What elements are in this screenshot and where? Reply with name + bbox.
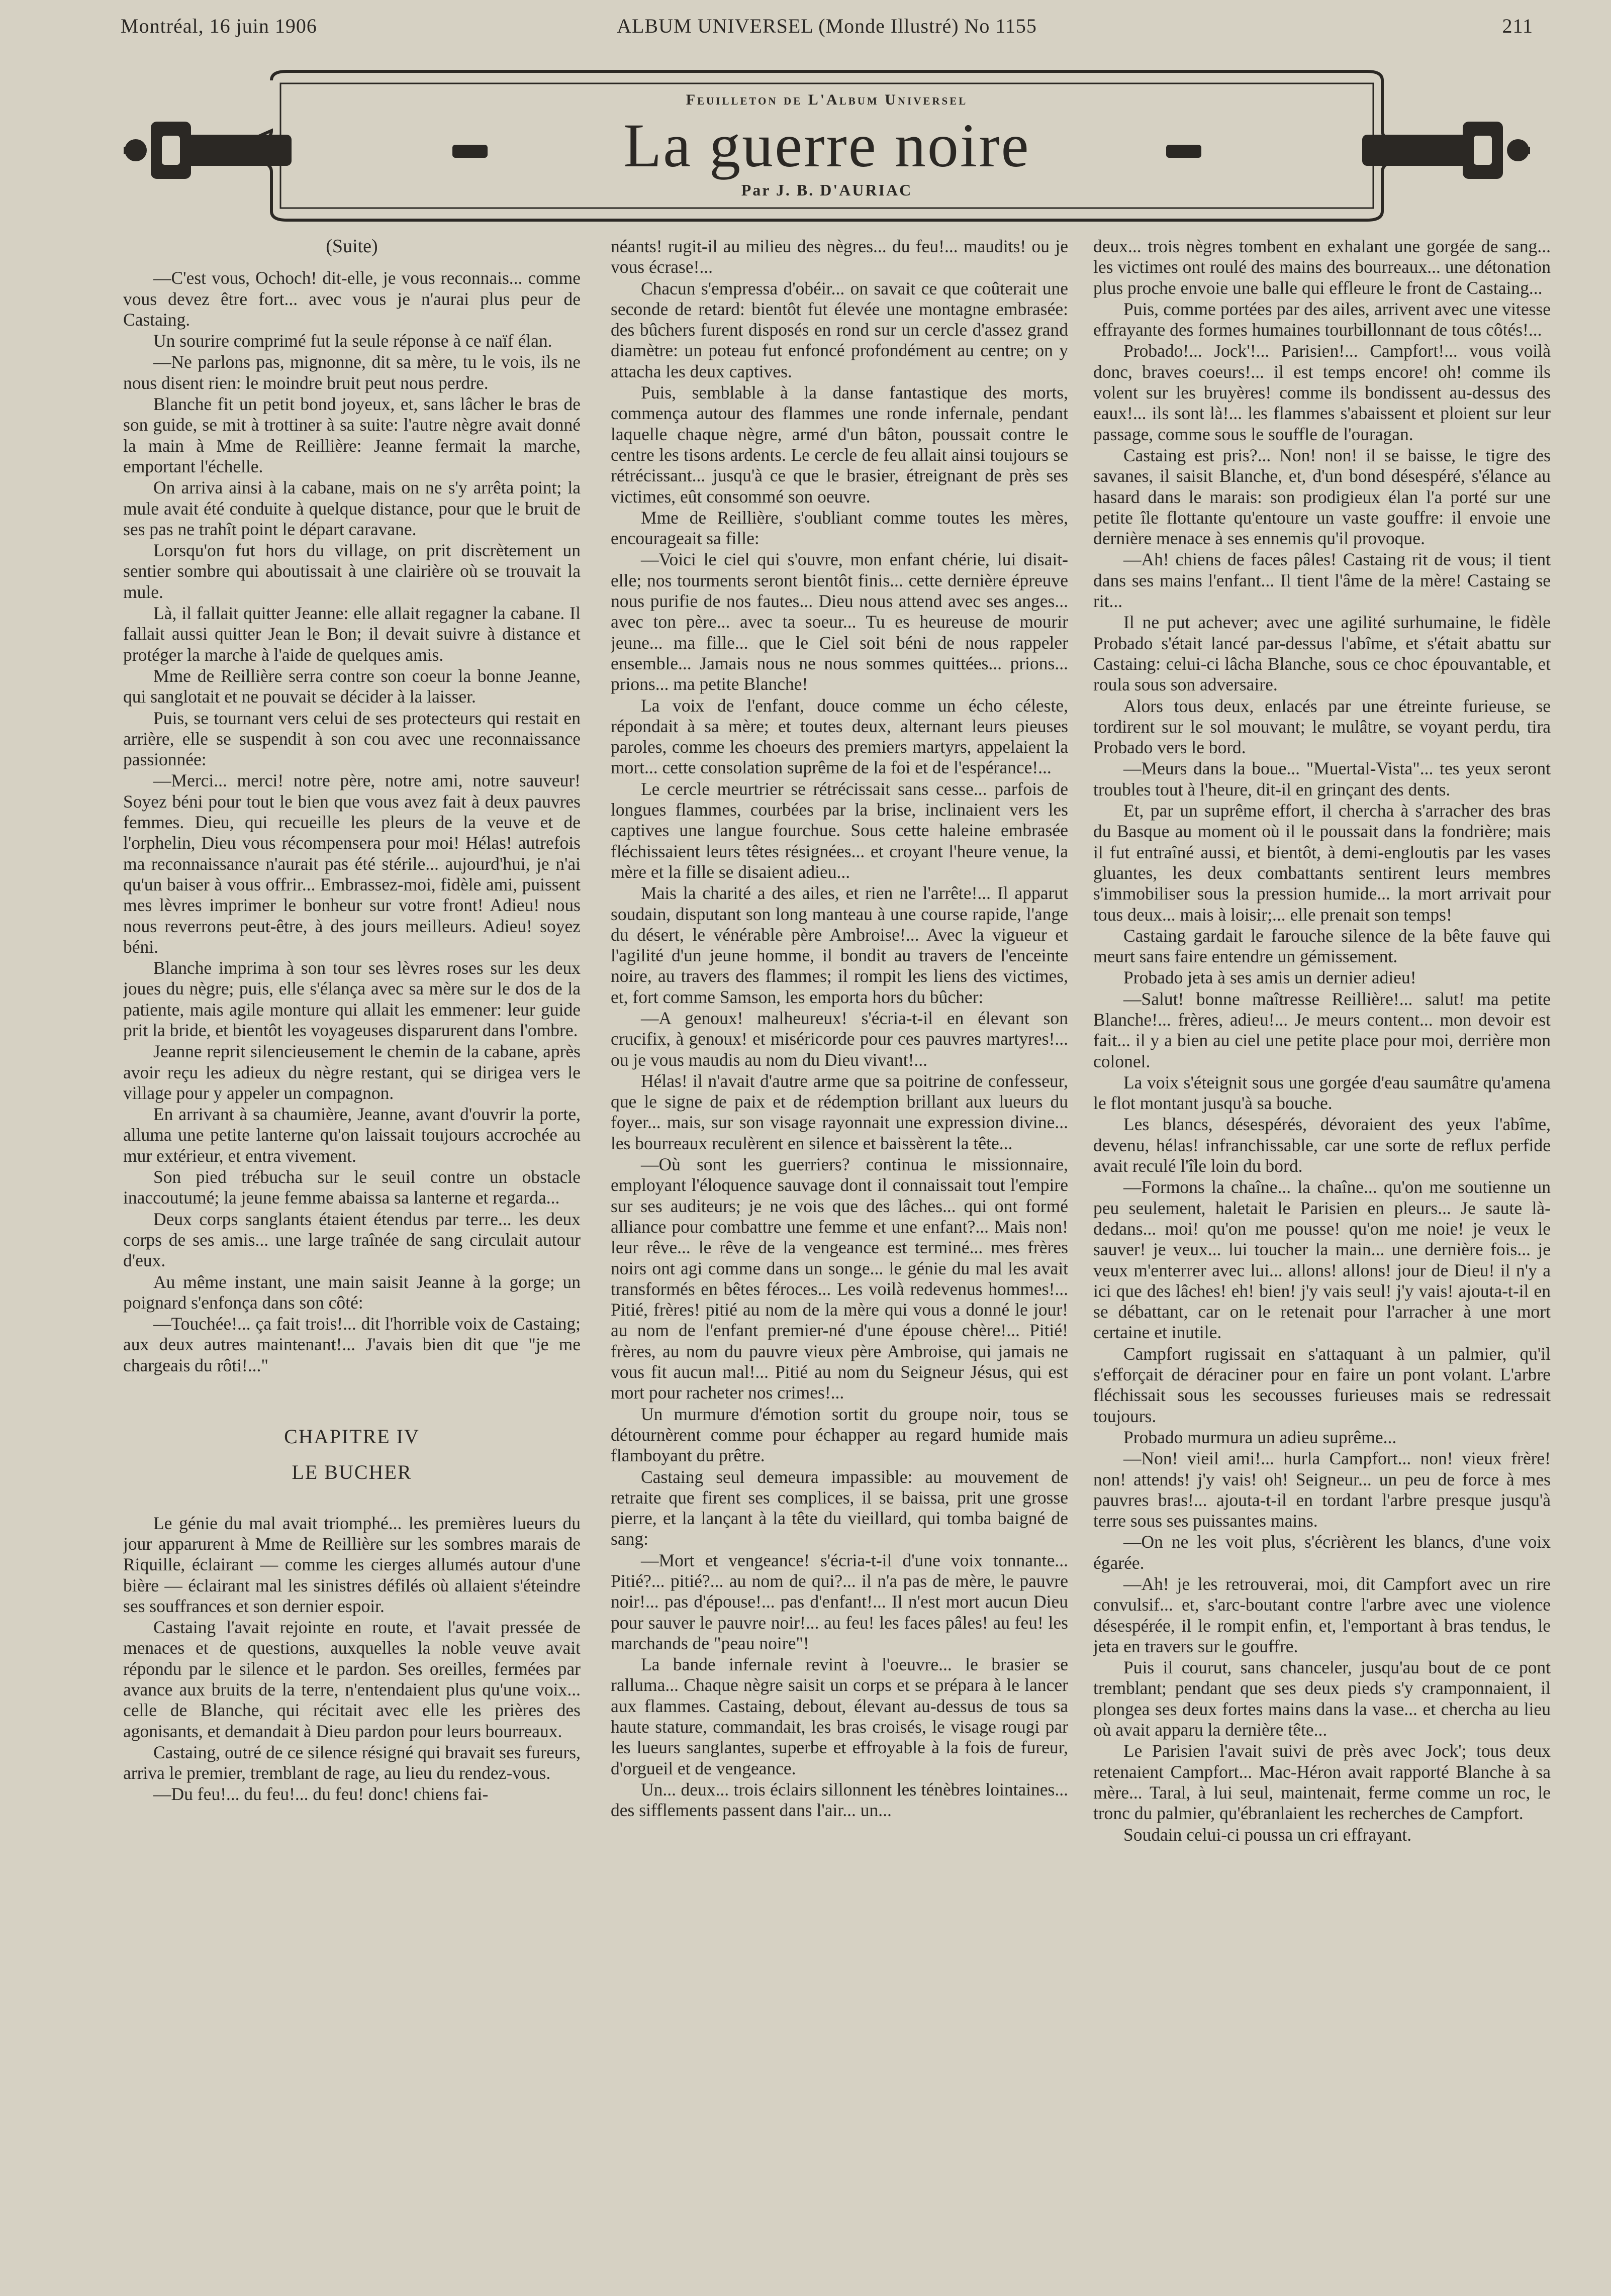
header-publication: ALBUM UNIVERSEL (Monde Illustré) No 1155 <box>617 15 1037 37</box>
paragraph: Il ne put achever; avec une agilité surhumaine, le fidèle Probado s'était lancé par-dessus l'abîme, et s'était abattu sur Castaing: celui-ci lâcha Blanche, sous ce choc épouvantable, et roula sous son adversaire. <box>1093 612 1551 695</box>
paragraph: Le cercle meurtrier se rétrécissait sans cesse... parfois de longues flammes, courbées par la brise, inclinaient vers les captives une langue fourchue. Sous cette haleine embrasée fléchissaient leurs têtes résignées... et croyant l'heure venue, la mère et la fille se disaient adieu... <box>611 778 1068 882</box>
paragraph: Blanche imprima à son tour ses lèvres roses sur les deux joues du nègre; puis, elle s'élança avec sa mère sur le dos de la patiente, mais agile monture qui allait les emmener: leur guide prit la bride, et bientôt les voyageuses disparurent dans l'ombre. <box>123 958 581 1040</box>
paragraph: Un... deux... trois éclairs sillonnent les ténèbres lointaines... des sifflements passent dans l'air... un... <box>611 1779 1068 1821</box>
running-head <box>121 14 1533 44</box>
paragraph: Probado murmura un adieu suprême... <box>1123 1427 1397 1447</box>
column-2-paragraphs <box>611 236 1068 1821</box>
paragraph: —Non! vieil ami!... hurla Campfort... non! vieux frère! non! attends! j'y vais! oh! Seigneur... un peu de force à mes pauvres bras!... ajouta-t-il en tordant l'arbre presque jusqu'à terre sous ses puissantes mains. <box>1093 1448 1551 1531</box>
feuilleton-kicker: Feuilleton de L'Album Universel <box>686 91 968 108</box>
paragraph: —Merci... merci! notre père, notre ami, notre sauveur! Soyez béni pour tout le bien que vous avez fait à deux pauvres femmes. Dieu, qui recueille les pleurs de la veuve et de l'orphelin, Dieu vous récompensera pour moi! Hélas! autrefois ma reconnaissance n'aurait pas été stérile... aujourd'hui, je n'ai qu'un baiser à vous offrir... Embrassez-moi, fidèle ami, puissent mes lèvres imprimer le bonheur sur votre front! Adieu! nous nous reverrons peut-être, à des jours meilleurs. Adieu! soyez béni. <box>123 770 581 957</box>
paragraph: Chacun s'empressa d'obéir... on savait ce que coûterait une seconde de retard: bientôt fut élevée une montagne embrasée: des bûchers furent disposés en rond sur un cercle d'assez grand diamètre: un poteau fut enfoncé profondément au centre; on y attacha les deux captives. <box>611 278 1068 381</box>
paragraph: Le génie du mal avait triomphé... les premières lueurs du jour apparurent à Mme de Reillière sur les sombres marais de Riquille, éclairant — comme les cierges allumés autour d'une bière — éclairant mal les sinistres défilés où allaient s'éteindre ses souffrances et son dernier espoir. <box>123 1513 581 1616</box>
paragraph: Castaing, outré de ce silence résigné qui bravait ses fureurs, arriva le premier, tremblant de rage, au lieu du rendez-vous. <box>123 1742 581 1783</box>
paragraph: —Touchée!... ça fait trois!... dit l'horrible voix de Castaing; aux deux autres maintenant!... J'avais bien dit que "je me chargeais du rôti!..." <box>123 1314 581 1375</box>
section-heading: LE BUCHER <box>292 1461 412 1484</box>
paragraph: La voix de l'enfant, douce comme un écho céleste, répondait à sa mère; et toutes deux, alternant leurs pieuses paroles, comme les choeurs des premiers martyrs, appelaient la mort... cette consolation suprême de la foi et de l'espérance!... <box>611 695 1068 778</box>
paragraph: Probado jeta à ses amis un dernier adieu! <box>1123 967 1416 988</box>
paragraph: Campfort rugissait en s'attaquant à un palmier, qu'il s'efforçait de déraciner pour en faire un pont volant. L'arbre fléchissait sous les secousses furieuses mais se redressait toujours. <box>1093 1343 1551 1426</box>
paragraph: Et, par un suprême effort, il chercha à s'arracher des bras du Basque au moment où il le poussait dans la fondrière; mais il fut entraîné aussi, et bientôt, à demi-engloutis par les vases gluantes, les deux combattants sentirent leurs membres s'immobiliser sous la pression humide... la mort arrivait pour tous deux... mais à loisir;... elle prenait son temps! <box>1093 801 1551 925</box>
column-1-chapter-paragraphs <box>123 1513 581 1805</box>
paragraph: —Meurs dans la boue... "Muertal-Vista"... tes yeux seront troubles tout à l'heure, dit-il en grinçant des dents. <box>1093 758 1551 800</box>
header-date: Montréal, 16 juin 1906 <box>121 15 317 37</box>
paragraph: —Salut! bonne maîtresse Reillière!... salut! ma petite Blanche!... frères, adieu!... Je meurs content... mon devoir est fait... il y a bien au ciel une petite place pour moi, derrière mon colonel. <box>1093 988 1551 1071</box>
paragraph: —On ne les voit plus, s'écrièrent les blancs, d'une voix égarée. <box>1093 1532 1551 1573</box>
paragraph: Son pied trébucha sur le seuil contre un obstacle inaccoutumé; la jeune femme abaissa sa lanterne et regarda... <box>123 1167 581 1208</box>
paragraph: —Du feu!... du feu!... du feu! donc! chiens fai- <box>153 1784 489 1805</box>
story-title: La guerre noire <box>623 111 1030 180</box>
paragraph: Puis, semblable à la danse fantastique des morts, commença autour des flammes une ronde infernale, pendant laquelle chaque nègre, armé d'un bâton, poussait contre le centre les tisons ardents. Le cercle de feu allait ainsi toujours se rétrécissant... jusqu'à ce que le brasier, étreignant de près ses victimes, eût consommé son oeuvre. <box>611 382 1068 507</box>
paragraph: —Ah! chiens de faces pâles! Castaing rit de vous; il tient dans ses mains l'enfant... Il tient l'âme de la mère! Castaing se rit... <box>1093 549 1551 612</box>
paragraph: Castaing est pris?... Non! non! il se baisse, le tigre des savanes, il saisit Blanche, et, d'un bond désespéré, s'élance au hasard dans le marais: son prodigieux élan l'a porté sur une petite île flottante qu'entoure un vaste gouffre: il envoie une dernière menace à ses ennemis qu'il provoque. <box>1093 445 1551 549</box>
paragraph: —Formons la chaîne... la chaîne... qu'on me soutienne un peu seulement, haletait le Parisien en pleurs... Je saute là-dedans... moi! qu'on me pousse! qu'on me noie! je veux le sauver! je veux... lui toucher la main... une dernière fois... je veux m'enterrer avec lui... allons! allons! jour de Dieu! il n'y a ici que des lâches! eh! bien! j'y vais seul! j'y vais! ajouta-t-il en se débattant, car on le retenait pour l'arracher à une mort certaine et inutile. <box>1093 1177 1551 1343</box>
paragraph: —Mort et vengeance! s'écria-t-il d'une voix tonnante... Pitié?... pitié?... au nom de qui?... il n'a pas de mère, le pauvre noir!... pas d'épouse!... pas d'enfant!... Il n'est mort aucun Dieu pour sauver le pauvre noir!... au feu! les faces pâles! au feu! les marchands de "peau noire"! <box>611 1550 1068 1653</box>
column-1 <box>123 236 581 2266</box>
paragraph: Hélas! il n'avait d'autre arme que sa poitrine de confesseur, que le signe de paix et de rédemption brillant aux lueurs du foyer... mais, sur son visage rayonnait une expression divine... les bourreaux reculèrent en silence et baissèrent la tête... <box>611 1070 1068 1153</box>
paragraph: On arriva ainsi à la cabane, mais on ne s'y arrêta point; la mule avait été conduite à quelque distance, pour que le bruit de ses pas ne trahît point le départ caravane. <box>123 477 581 539</box>
paragraph: Jeanne reprit silencieusement le chemin de la cabane, après avoir reçu les adieux du nègre restant, qui se dirigea vers le village pour y appeler un compagnon. <box>123 1041 581 1103</box>
paragraph: Mme de Reillière, s'oubliant comme toutes les mères, encourageait sa fille: <box>611 507 1068 549</box>
paragraph: deux... trois nègres tombent en exhalant une gorgée de sang... les victimes ont roulé des mains des bourreaux... une détonation plus proche envoie une balle qui effleure le front de Castaing... <box>1093 236 1551 298</box>
paragraph: La bande infernale revint à l'oeuvre... le brasier se ralluma... Chaque nègre saisit un corps et se prépara à le lancer aux flammes. Castaing, debout, élevant au-dessus de tous sa haute stature, commandait, les bras croisés, le visage rougi par les lueurs sanglantes, superbe et effroyable à la fois de fureur, d'orgueil et de vengeance. <box>611 1654 1068 1778</box>
paragraph: Puis, comme portées par des ailes, arrivent avec une vitesse effrayante des formes humaines tourbillonnant de tous côtés!... <box>1093 298 1551 340</box>
paragraph: —Voici le ciel qui s'ouvre, mon enfant chérie, lui disait-elle; nos tourments seront bientôt finis... cette dernière épreuve nous purifie de nos fautes... Dieu nous attend avec ses anges... avec ton père... avec ta soeur... Tu es heureuse de mourir jeune... ma fille... que le Ciel soit béni de nous rappeler ensemble... Jamais nous ne nous sommes quittées... prions... prions... ma petite Blanche! <box>611 549 1068 694</box>
paragraph: Un murmure d'émotion sortit du groupe noir, tous se détournèrent comme pour échapper au regard humide mais flamboyant du prêtre. <box>611 1404 1068 1466</box>
paragraph: Lorsqu'on fut hors du village, on prit discrètement un sentier sombre qui aboutissait à une clairière où se trouvait la mule. <box>123 540 581 602</box>
paragraph: —Ne parlons pas, mignonne, dit sa mère, tu le vois, ils ne nous disent rien: le moindre bruit peut nous perdre. <box>123 352 581 393</box>
paragraph: Deux corps sanglants étaient étendus par terre... les deux corps de ses amis... une large traînée de sang circulait autour d'eux. <box>123 1209 581 1271</box>
paragraph: Castaing gardait le farouche silence de la bête fauve qui meurt sans faire entendre un gémissement. <box>1093 925 1551 967</box>
paragraph: Soudain celui-ci poussa un cri effrayant. <box>1123 1824 1412 1845</box>
column-3-paragraphs <box>1093 236 1551 1845</box>
paragraph: —C'est vous, Ochoch! dit-elle, je vous reconnais... comme vous devez être fort... avec vous je n'aurai plus peur de Castaing. <box>123 268 581 330</box>
paragraph: En arrivant à sa chaumière, Jeanne, avant d'ouvrir la porte, alluma une petite lanterne qu'on laissait toujours accrochée au mur extérieur, et entra vivement. <box>123 1104 581 1166</box>
header-page-number: 211 <box>1502 15 1533 37</box>
paragraph: Mme de Reillière serra contre son coeur la bonne Jeanne, qui sanglotait et ne pouvait se décider à la laisser. <box>123 665 581 707</box>
paragraph: Puis, se tournant vers celui de ses protecteurs qui restait en arrière, elle se suspendit à son cou avec une reconnaissance passionnée: <box>123 708 581 770</box>
paragraph: Le Parisien l'avait suivi de près avec Jock'; tous deux retenaient Campfort... Mac-Héron avait rapporté Blanche à sa mère... Taral, à lui seul, maintenait, ferme comme un roc, le tronc du palmier, qu'ébranlaient les recherches de Campfort. <box>1093 1741 1551 1824</box>
chapter-heading: CHAPITRE IV <box>284 1425 420 1448</box>
paragraph: Là, il fallait quitter Jeanne: elle allait regagner la cabane. Il fallait aussi quitter Jean le Bon; il devait suivre à distance et protéger la marche à l'aide de quelques amis. <box>123 603 581 665</box>
paragraph: La voix s'éteignit sous une gorgée d'eau saumâtre qu'amena le flot montant jusqu'à sa bouche. <box>1093 1072 1551 1114</box>
paragraph: Mais la charité a des ailes, et rien ne l'arrête!... Il apparut soudain, disputant son long manteau à une course rapide, l'ange du désert, le vénérable père Ambroise!... Avec la vigueur et l'agilité d'un jeune homme, il bondit au travers de l'enceinte noire, au travers des flammes; il rompit les liens des victimes, et, fort comme Samson, les emporta hors du bûcher: <box>611 883 1068 1007</box>
paragraph: Au même instant, une main saisit Jeanne à la gorge; un poignard s'enfonça dans son côté: <box>123 1271 581 1313</box>
paragraph: Blanche fit un petit bond joyeux, et, sans lâcher le bras de son guide, se mit à trottiner à sa suite: l'autre nègre avait donné la main à Mme de Reillière: Jeanne fermait la marche, emportant l'échelle. <box>123 394 581 476</box>
paragraph: —Où sont les guerriers? continua le missionnaire, employant l'éloquence sauvage dont il connaissait tout l'empire sur ses auditeurs; je ne vois que des lâches... qui ont formé alliance pour combattre une femme et une enfant?... Mais non! leur rêve... le rêve de la vengeance est terminé... mes frères noirs ont agi comme dans un songe... le génie du mal les avait transformés en bêtes féroces... Les voilà redevenus hommes!... Pitié, frères! pitié au nom de la mère qui vous a donné le jour! au nom de l'enfant premier-né d'une épouse chère!... Pitié! frères, au nom du pauvre vieux père Ambroise, qui jamais ne vous fit aucun mal!... Pitié au nom du Seigneur Jésus, qui est mort pour racheter nos crimes!... <box>611 1154 1068 1403</box>
paragraph: Les blancs, désespérés, dévoraient des yeux l'abîme, devenu, hélas! infranchissable, car une sorte de reflux perfide avait reculé l'île loin du bord. <box>1093 1114 1551 1176</box>
paragraph: Probado!... Jock'!... Parisien!... Campfort!... vous voilà donc, braves coeurs!... il est temps encore! oh! comme ils volent sur les bruyères! comme ils bondissent au-dessus des eaux!... ils sont là!... les flammes s'abaissent et ploient sur leur passage, comme sous le souffle de l'ouragan. <box>1093 341 1551 444</box>
paragraph: Alors tous deux, enlacés par une étreinte furieuse, se tordirent sur le sol mouvant; le mulâtre, se voyant perdu, tira Probado vers le bord. <box>1093 695 1551 758</box>
story-byline: Par J. B. D'AURIAC <box>741 181 913 199</box>
paragraph: —A genoux! malheureux! s'écria-t-il en élevant son crucifix, à genoux! et miséricorde pour ces pauvres martyres!... ou je vous maudis au nom du Dieu vivant!... <box>611 1008 1068 1070</box>
feuilleton-banner <box>121 60 1533 226</box>
paragraph: Puis il courut, sans chanceler, jusqu'au bout de ce pont tremblant; pendant que ses deux pieds s'y cramponnaient, il plongea ses deux fortes mains dans la vase... et chercha au lieu où avait apparu la dernière tête... <box>1093 1657 1551 1740</box>
paragraph: Castaing l'avait rejointe en route, et l'avait pressée de menaces et de questions, auxquelles la noble veuve avait répondu par le silence et le pardon. Ses oreilles, fermées par avance aux bruits de la terre, n'entendaient plus qu'une voix... celle de Blanche, qui récitait avec elle les prières des agonisants, et demandait à Dieu pardon pour leurs bourreaux. <box>123 1617 581 1741</box>
suite-label: (Suite) <box>326 236 378 257</box>
paragraph: néants! rugit-il au milieu des nègres... du feu!... maudits! ou je vous écrase!... <box>611 236 1068 277</box>
column-3 <box>1093 236 1551 2266</box>
column-2 <box>611 236 1068 2266</box>
paragraph: Un sourire comprimé fut la seule réponse à ce naïf élan. <box>153 331 552 351</box>
paragraph: Castaing seul demeura impassible: au mouvement de retraite que firent ses complices, il se baissa, prit une grosse pierre, et la lançant à la tête du vieillard, qui tomba baigné de sang: <box>611 1466 1068 1549</box>
paragraph: —Ah! je les retrouverai, moi, dit Campfort avec un rire convulsif... et, s'arc-boutant contre l'arbre avec une violence désespérée, il le rompit enfin, et, l'emportant à bras tendus, le jeta en travers sur le gouffre. <box>1093 1574 1551 1656</box>
column-1-paragraphs <box>123 268 581 1376</box>
